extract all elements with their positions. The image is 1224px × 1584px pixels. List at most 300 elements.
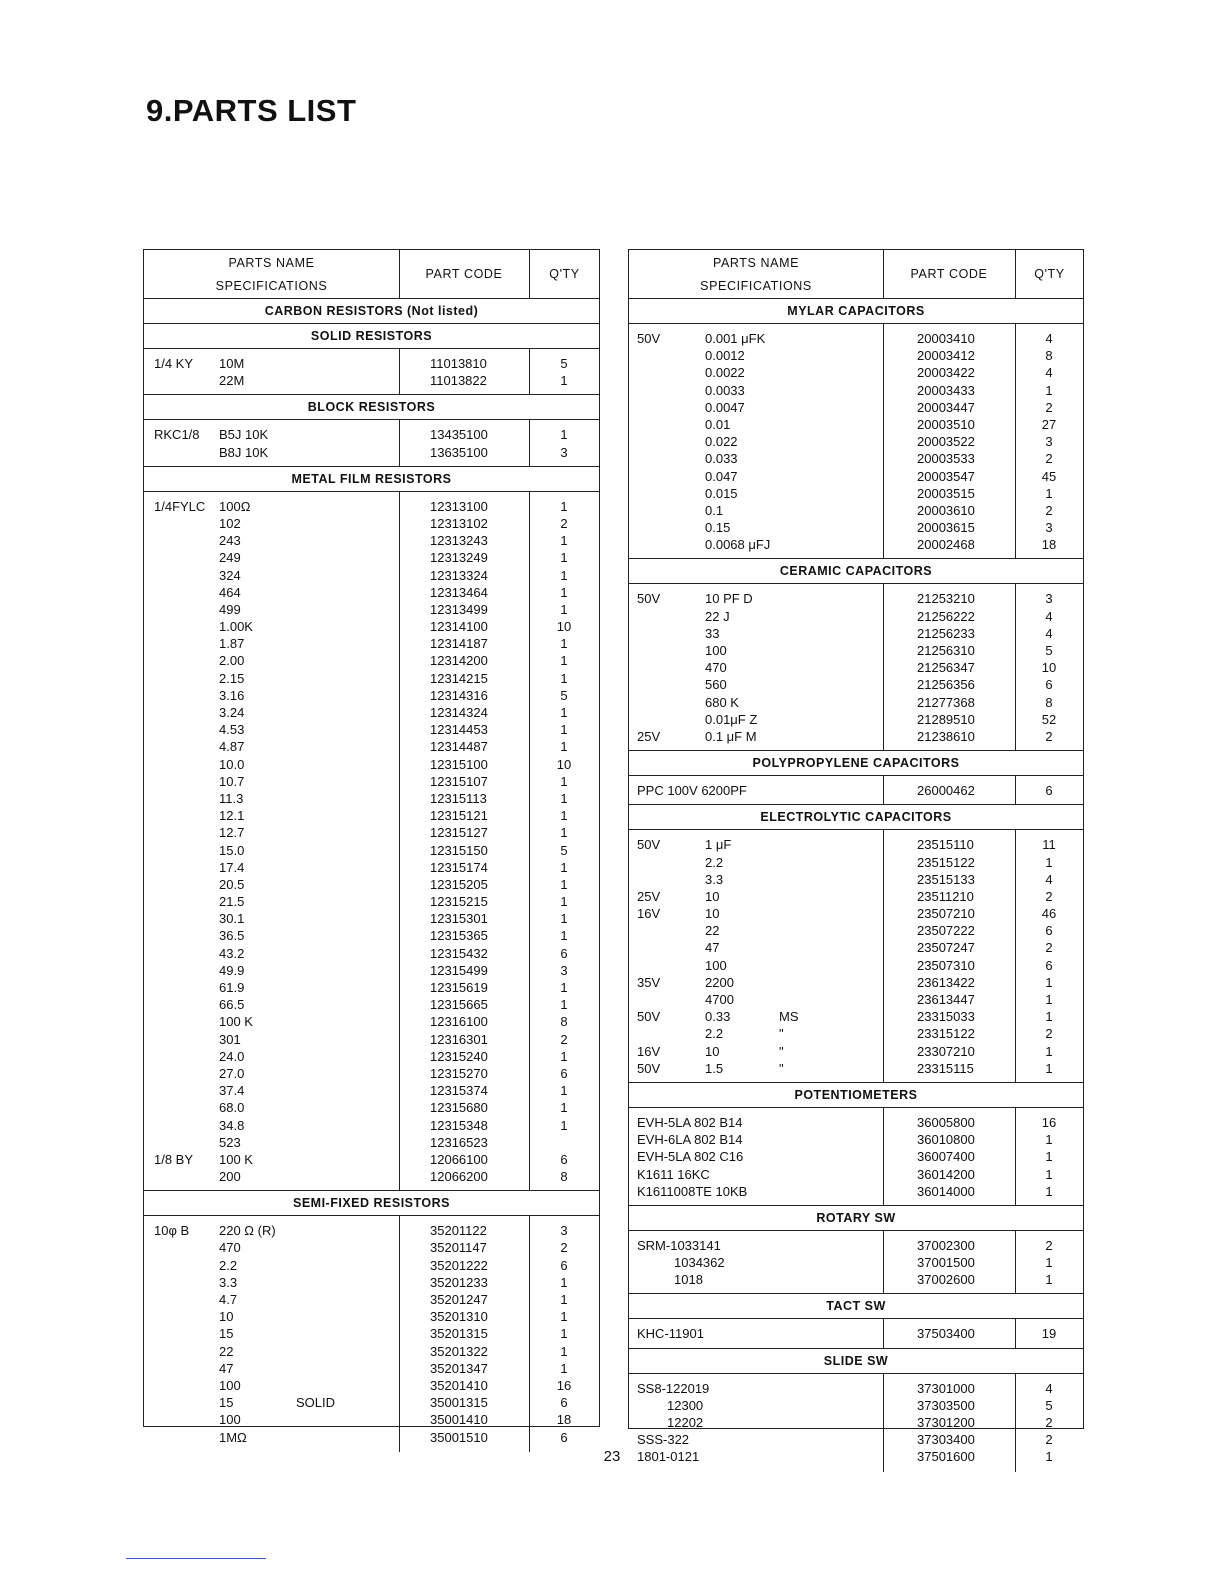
table-row	[629, 608, 1083, 625]
part-code: 12315348	[430, 1117, 488, 1133]
table-row	[144, 1429, 599, 1446]
section-title: MYLAR CAPACITORS	[629, 298, 1083, 324]
part-code: 35201410	[430, 1377, 488, 1393]
part-code: 12315619	[430, 980, 488, 995]
spec-voltage: 25V	[637, 888, 661, 904]
quantity: 1	[560, 427, 568, 443]
table-row	[629, 676, 1083, 693]
spec-value: 1 μF	[705, 837, 732, 853]
spec-value: 102	[219, 515, 241, 531]
part-code: 12313324	[430, 567, 488, 583]
spec-value: 1.87	[219, 636, 245, 652]
part-code: 20003533	[917, 451, 975, 467]
quantity: 1	[560, 705, 568, 720]
part-code: 12315215	[430, 894, 488, 910]
quantity: 1	[560, 1117, 568, 1133]
table-header	[629, 250, 1083, 299]
spec-value: 2200	[705, 974, 734, 990]
quantity: 6	[1045, 923, 1053, 939]
spec-voltage: SRM-1033141	[637, 1237, 721, 1253]
quantity: 3	[1045, 591, 1053, 607]
spec-value: 12.7	[219, 825, 245, 841]
part-code: 20003547	[917, 468, 975, 484]
quantity: 18	[1041, 537, 1057, 553]
spec-value: 0.022	[705, 434, 738, 450]
spec-value: 470	[705, 660, 727, 676]
section-rows	[144, 349, 599, 395]
table-row	[144, 1343, 599, 1360]
section-rows	[629, 1231, 1083, 1295]
table-row	[144, 498, 599, 515]
quantity: 2	[1045, 940, 1053, 956]
table-row	[629, 939, 1083, 956]
table-row	[144, 1222, 599, 1239]
part-code: 36010800	[917, 1132, 975, 1148]
quantity: 1	[1045, 854, 1053, 870]
part-code: 12315365	[430, 928, 488, 944]
spec-value: 0.15	[705, 520, 731, 536]
part-code: 11013822	[430, 373, 487, 389]
section-rows	[144, 492, 599, 1192]
table-row	[144, 1013, 599, 1030]
table-row	[629, 1271, 1083, 1288]
part-code: 26000462	[917, 783, 975, 799]
table-row	[629, 974, 1083, 991]
part-code: 21256233	[917, 625, 975, 641]
spec-voltage: 10φ B	[154, 1223, 190, 1239]
part-code: 21253210	[917, 591, 975, 607]
table-row	[144, 355, 599, 372]
part-code: 13635100	[430, 444, 488, 460]
quantity: 1	[1045, 1149, 1053, 1165]
part-code: 37002600	[917, 1272, 975, 1288]
spec-value: 17.4	[219, 859, 245, 875]
quantity: 1	[560, 1100, 568, 1116]
spec-value: 22	[705, 923, 720, 939]
section-rows	[144, 1216, 599, 1451]
parts-table-left	[143, 249, 600, 1445]
quantity: 16	[1041, 1114, 1057, 1130]
spec-value: 499	[219, 601, 241, 617]
table-row	[144, 704, 599, 721]
part-code: 21277368	[917, 694, 975, 710]
part-code: 23515110	[917, 837, 974, 853]
quantity: 1	[560, 498, 568, 514]
spec-voltage: 1/4 KY	[154, 356, 194, 371]
quantity: 2	[1045, 888, 1053, 904]
table-row	[144, 824, 599, 841]
quantity: 1	[560, 601, 568, 617]
quantity: 2	[560, 515, 568, 531]
spec-value: 10.7	[219, 773, 245, 789]
row-spacer	[144, 461, 599, 467]
quantity: 6	[1045, 783, 1053, 799]
spec-value: 27.0	[219, 1065, 245, 1081]
table-row	[629, 590, 1083, 607]
table-row	[629, 1254, 1083, 1271]
spec-value: 4700	[705, 992, 734, 1007]
spec-value: 100Ω	[219, 498, 251, 514]
section-rows	[629, 1108, 1083, 1206]
spec-value: 47	[219, 1360, 234, 1376]
part-code: 23507222	[917, 923, 975, 939]
quantity: 2	[560, 1240, 568, 1256]
spec-value: 1.5	[705, 1060, 724, 1076]
table-body-left	[144, 298, 599, 1452]
table-row	[629, 1025, 1083, 1042]
quantity: 5	[1045, 643, 1053, 658]
table-row	[629, 694, 1083, 711]
quantity: 2	[1045, 1432, 1053, 1448]
quantity: 1	[1045, 1255, 1053, 1271]
section-title: ELECTROLYTIC CAPACITORS	[629, 804, 1083, 830]
quantity: 6	[560, 1257, 568, 1273]
spec-value: 100	[705, 643, 727, 658]
quantity: 6	[560, 945, 568, 961]
spec-voltage: 16V	[637, 906, 661, 922]
part-code: 12314100	[430, 619, 488, 635]
table-row	[144, 1117, 599, 1134]
quantity: 1	[1045, 485, 1053, 501]
spec-value: 0.1 μF M	[705, 728, 757, 744]
table-row	[144, 532, 599, 549]
part-code: 12313464	[430, 584, 488, 600]
part-code: 11013810	[430, 356, 487, 371]
section-rows	[629, 584, 1083, 751]
part-code: 23507210	[917, 906, 975, 922]
table-row	[144, 945, 599, 962]
part-code: 35001315	[430, 1395, 488, 1411]
table-row	[144, 1134, 599, 1151]
quantity: 2	[1045, 502, 1053, 518]
quantity: 1	[1045, 1060, 1053, 1076]
spec-voltage: 50V	[637, 591, 661, 607]
spec-value: 20.5	[219, 876, 245, 892]
part-code: 21238610	[917, 728, 975, 744]
quantity: 16	[556, 1377, 572, 1393]
spec-value: 1034362	[674, 1255, 725, 1271]
section-title: METAL FILM RESISTORS	[144, 466, 599, 492]
spec-value: 30.1	[219, 911, 245, 927]
header-parts-name: PARTS NAME	[228, 256, 315, 270]
quantity: 1	[560, 980, 568, 995]
quantity: 6	[560, 1065, 568, 1081]
spec-voltage: 50V	[637, 1009, 661, 1025]
spec-value: 100	[705, 957, 727, 973]
section-title: POLYPROPYLENE CAPACITORS	[629, 750, 1083, 776]
part-code: 21256356	[917, 677, 975, 693]
part-code: 12066100	[430, 1151, 488, 1167]
quantity: 45	[1041, 468, 1057, 484]
quantity: 1	[1045, 1449, 1053, 1465]
part-code: 35201247	[430, 1292, 488, 1307]
table-row	[144, 1394, 599, 1411]
spec-value: 3.24	[219, 705, 245, 720]
parts-table-right	[628, 249, 1084, 1465]
quantity: 5	[1045, 1397, 1053, 1413]
quantity: 6	[560, 1429, 568, 1445]
table-row	[144, 1031, 599, 1048]
part-code: 35201322	[430, 1343, 488, 1359]
quantity: 1	[560, 876, 568, 892]
part-code: 20003412	[917, 348, 975, 364]
spec-value: 10M	[219, 356, 245, 371]
section-rows	[629, 1319, 1083, 1348]
quantity: 8	[1045, 694, 1053, 710]
quantity: 1	[1045, 974, 1053, 990]
table-row	[144, 927, 599, 944]
part-code: 37303400	[917, 1432, 975, 1448]
spec-value: 0.0022	[705, 365, 745, 381]
spec-value: 200	[219, 1169, 241, 1185]
section-title: SOLID RESISTORS	[144, 323, 599, 349]
spec-value: 100 K	[219, 1014, 253, 1030]
table-row	[629, 1397, 1083, 1414]
part-code: 37301000	[917, 1380, 975, 1396]
spec-value: 301	[219, 1031, 241, 1047]
part-code: 37002300	[917, 1237, 975, 1253]
quantity: 1	[560, 653, 568, 669]
header-qty: Q'TY	[1034, 267, 1065, 281]
table-row	[629, 1060, 1083, 1077]
part-code: 35001410	[430, 1412, 488, 1428]
spec-value: 243	[219, 533, 241, 549]
spec-value: 47	[705, 940, 720, 956]
table-row	[144, 979, 599, 996]
part-code: 12315150	[430, 842, 488, 858]
section-rows	[629, 830, 1083, 1083]
spec-value: 0.047	[705, 468, 738, 484]
spec-voltage: SSS-322	[637, 1432, 690, 1448]
table-row	[629, 991, 1083, 1008]
section-rows	[629, 324, 1083, 559]
table-row	[144, 1065, 599, 1082]
part-code: 37303500	[917, 1397, 975, 1413]
part-code: 23315122	[917, 1026, 975, 1042]
quantity: 6	[560, 1395, 568, 1411]
table-row	[629, 399, 1083, 416]
spec-value: 33	[705, 625, 720, 641]
spec-voltage: K1611 16KC	[637, 1166, 710, 1182]
table-row	[629, 519, 1083, 536]
quantity: 1	[1045, 1272, 1053, 1288]
table-row	[144, 549, 599, 566]
table-row	[629, 1008, 1083, 1025]
quantity: 1	[560, 567, 568, 583]
table-row	[629, 1043, 1083, 1060]
table-row	[144, 1291, 599, 1308]
table-row	[629, 1325, 1083, 1342]
spec-note: "	[779, 1026, 784, 1042]
spec-voltage: RKC1/8	[154, 427, 200, 443]
table-row	[629, 450, 1083, 467]
part-code: 23315115	[917, 1060, 974, 1076]
table-row	[144, 1308, 599, 1325]
spec-value: 34.8	[219, 1117, 245, 1133]
quantity: 18	[556, 1412, 572, 1428]
part-code: 12315174	[430, 859, 488, 875]
spec-voltage: 50V	[637, 1060, 661, 1076]
quantity: 1	[560, 894, 568, 910]
spec-value: 10.0	[219, 756, 245, 772]
table-header	[144, 250, 599, 299]
table-row	[144, 515, 599, 532]
spec-value: B5J 10K	[219, 427, 269, 443]
spec-voltage: 1/8 BY	[154, 1151, 194, 1167]
spec-value: 15	[219, 1326, 234, 1342]
part-code: 36005800	[917, 1114, 975, 1130]
spec-value: 12202	[667, 1415, 704, 1430]
table-row	[144, 773, 599, 790]
quantity: 1	[1045, 1043, 1053, 1059]
table-row	[629, 1183, 1083, 1200]
part-code: 12315301	[430, 911, 488, 927]
table-row	[629, 1414, 1083, 1431]
quantity: 4	[1045, 1380, 1053, 1396]
quantity: 1	[560, 636, 568, 652]
spec-value: 1MΩ	[219, 1429, 247, 1445]
section-rows	[629, 776, 1083, 805]
quantity: 2	[560, 1031, 568, 1047]
quantity: 1	[560, 808, 568, 824]
part-code: 12316523	[430, 1134, 488, 1150]
spec-value: 464	[219, 584, 241, 600]
part-code: 36014200	[917, 1166, 975, 1182]
quantity: 27	[1041, 416, 1057, 432]
spec-note: "	[779, 1060, 784, 1076]
spec-value: 4.7	[219, 1292, 238, 1307]
table-row	[629, 711, 1083, 728]
quantity: 1	[560, 997, 568, 1013]
spec-voltage: SS8-122019	[637, 1380, 710, 1396]
spec-value: 36.5	[219, 928, 245, 944]
table-row	[629, 485, 1083, 502]
spec-value: 10	[705, 888, 720, 904]
part-code: 23507310	[917, 957, 975, 973]
part-code: 12313499	[430, 601, 488, 617]
table-row	[629, 1237, 1083, 1254]
spec-value: 100	[219, 1412, 241, 1428]
spec-value: 3.3	[705, 871, 724, 887]
part-code: 20003410	[917, 331, 975, 346]
part-code: 12315100	[430, 756, 488, 772]
quantity: 2	[1045, 399, 1053, 415]
spec-voltage: EVH-6LA 802 B14	[637, 1132, 743, 1148]
table-row	[629, 416, 1083, 433]
part-code: 21256222	[917, 608, 975, 624]
table-row	[144, 1325, 599, 1342]
table-row	[144, 601, 599, 618]
spec-note: "	[779, 1043, 784, 1059]
spec-value: 2.2	[705, 1026, 724, 1042]
table-row	[144, 738, 599, 755]
table-row	[144, 1082, 599, 1099]
table-row	[629, 1148, 1083, 1165]
table-row	[629, 433, 1083, 450]
part-code: 20003447	[917, 399, 975, 415]
quantity: 1	[560, 739, 568, 755]
spec-note: SOLID	[296, 1395, 336, 1411]
spec-value: 523	[219, 1134, 241, 1150]
table-row	[629, 1166, 1083, 1183]
spec-value: 22	[219, 1343, 234, 1359]
quantity: 2	[1045, 1415, 1053, 1430]
table-row	[144, 372, 599, 389]
table-body-right	[629, 298, 1083, 1472]
table-row	[629, 871, 1083, 888]
spec-value: 24.0	[219, 1048, 245, 1064]
table-row	[144, 842, 599, 859]
part-code: 12315680	[430, 1100, 488, 1116]
part-code: 12315121	[430, 808, 488, 824]
part-code: 37001500	[917, 1255, 975, 1271]
quantity: 1	[560, 928, 568, 944]
section-title: SEMI-FIXED RESISTORS	[144, 1190, 599, 1216]
table-row	[144, 893, 599, 910]
table-row	[629, 957, 1083, 974]
part-code: 23613422	[917, 974, 975, 990]
spec-value: 1018	[674, 1272, 703, 1288]
quantity: 11	[1042, 837, 1056, 853]
spec-value: 3.16	[219, 687, 245, 703]
spec-voltage: 50V	[637, 837, 661, 853]
quantity: 1	[1045, 1132, 1053, 1148]
header-specifications: SPECIFICATIONS	[700, 279, 812, 293]
table-row	[144, 859, 599, 876]
table-row	[144, 910, 599, 927]
part-code: 12314487	[430, 739, 488, 755]
section-rows	[144, 420, 599, 466]
quantity: 52	[1041, 711, 1057, 727]
header-part-code: PART CODE	[399, 250, 530, 298]
part-code: 35001510	[430, 1429, 488, 1445]
table-row	[144, 687, 599, 704]
header-specifications: SPECIFICATIONS	[215, 279, 328, 293]
spec-value: 4.53	[219, 722, 245, 738]
quantity: 4	[1045, 625, 1053, 641]
quantity: 1	[1045, 1009, 1053, 1025]
quantity: 5	[560, 842, 568, 858]
part-code: 23507247	[917, 940, 975, 956]
quantity: 4	[1045, 365, 1053, 381]
spec-value: 0.0047	[705, 399, 745, 415]
part-code: 20003510	[917, 416, 975, 432]
quantity: 5	[560, 687, 568, 703]
table-row	[144, 876, 599, 893]
part-code: 35201310	[430, 1309, 488, 1325]
part-code: 20003615	[917, 520, 975, 536]
part-code: 36007400	[917, 1149, 975, 1165]
table-row	[144, 721, 599, 738]
spec-value: 1.00K	[219, 619, 253, 635]
table-row	[629, 905, 1083, 922]
spec-voltage: 25V	[637, 728, 661, 744]
spec-value: 100	[219, 1377, 241, 1393]
table-row	[629, 536, 1083, 553]
quantity: 1	[560, 773, 568, 789]
part-code: 37503400	[917, 1326, 975, 1342]
table-row	[144, 1274, 599, 1291]
spec-value: 560	[705, 677, 727, 693]
part-code: 12314324	[430, 705, 488, 720]
part-code: 12313249	[430, 550, 488, 566]
quantity: 46	[1041, 906, 1057, 922]
quantity: 4	[1045, 871, 1053, 887]
quantity: 6	[1045, 957, 1053, 973]
part-code: 12315240	[430, 1048, 488, 1064]
table-row	[144, 444, 599, 461]
table-row	[144, 618, 599, 635]
